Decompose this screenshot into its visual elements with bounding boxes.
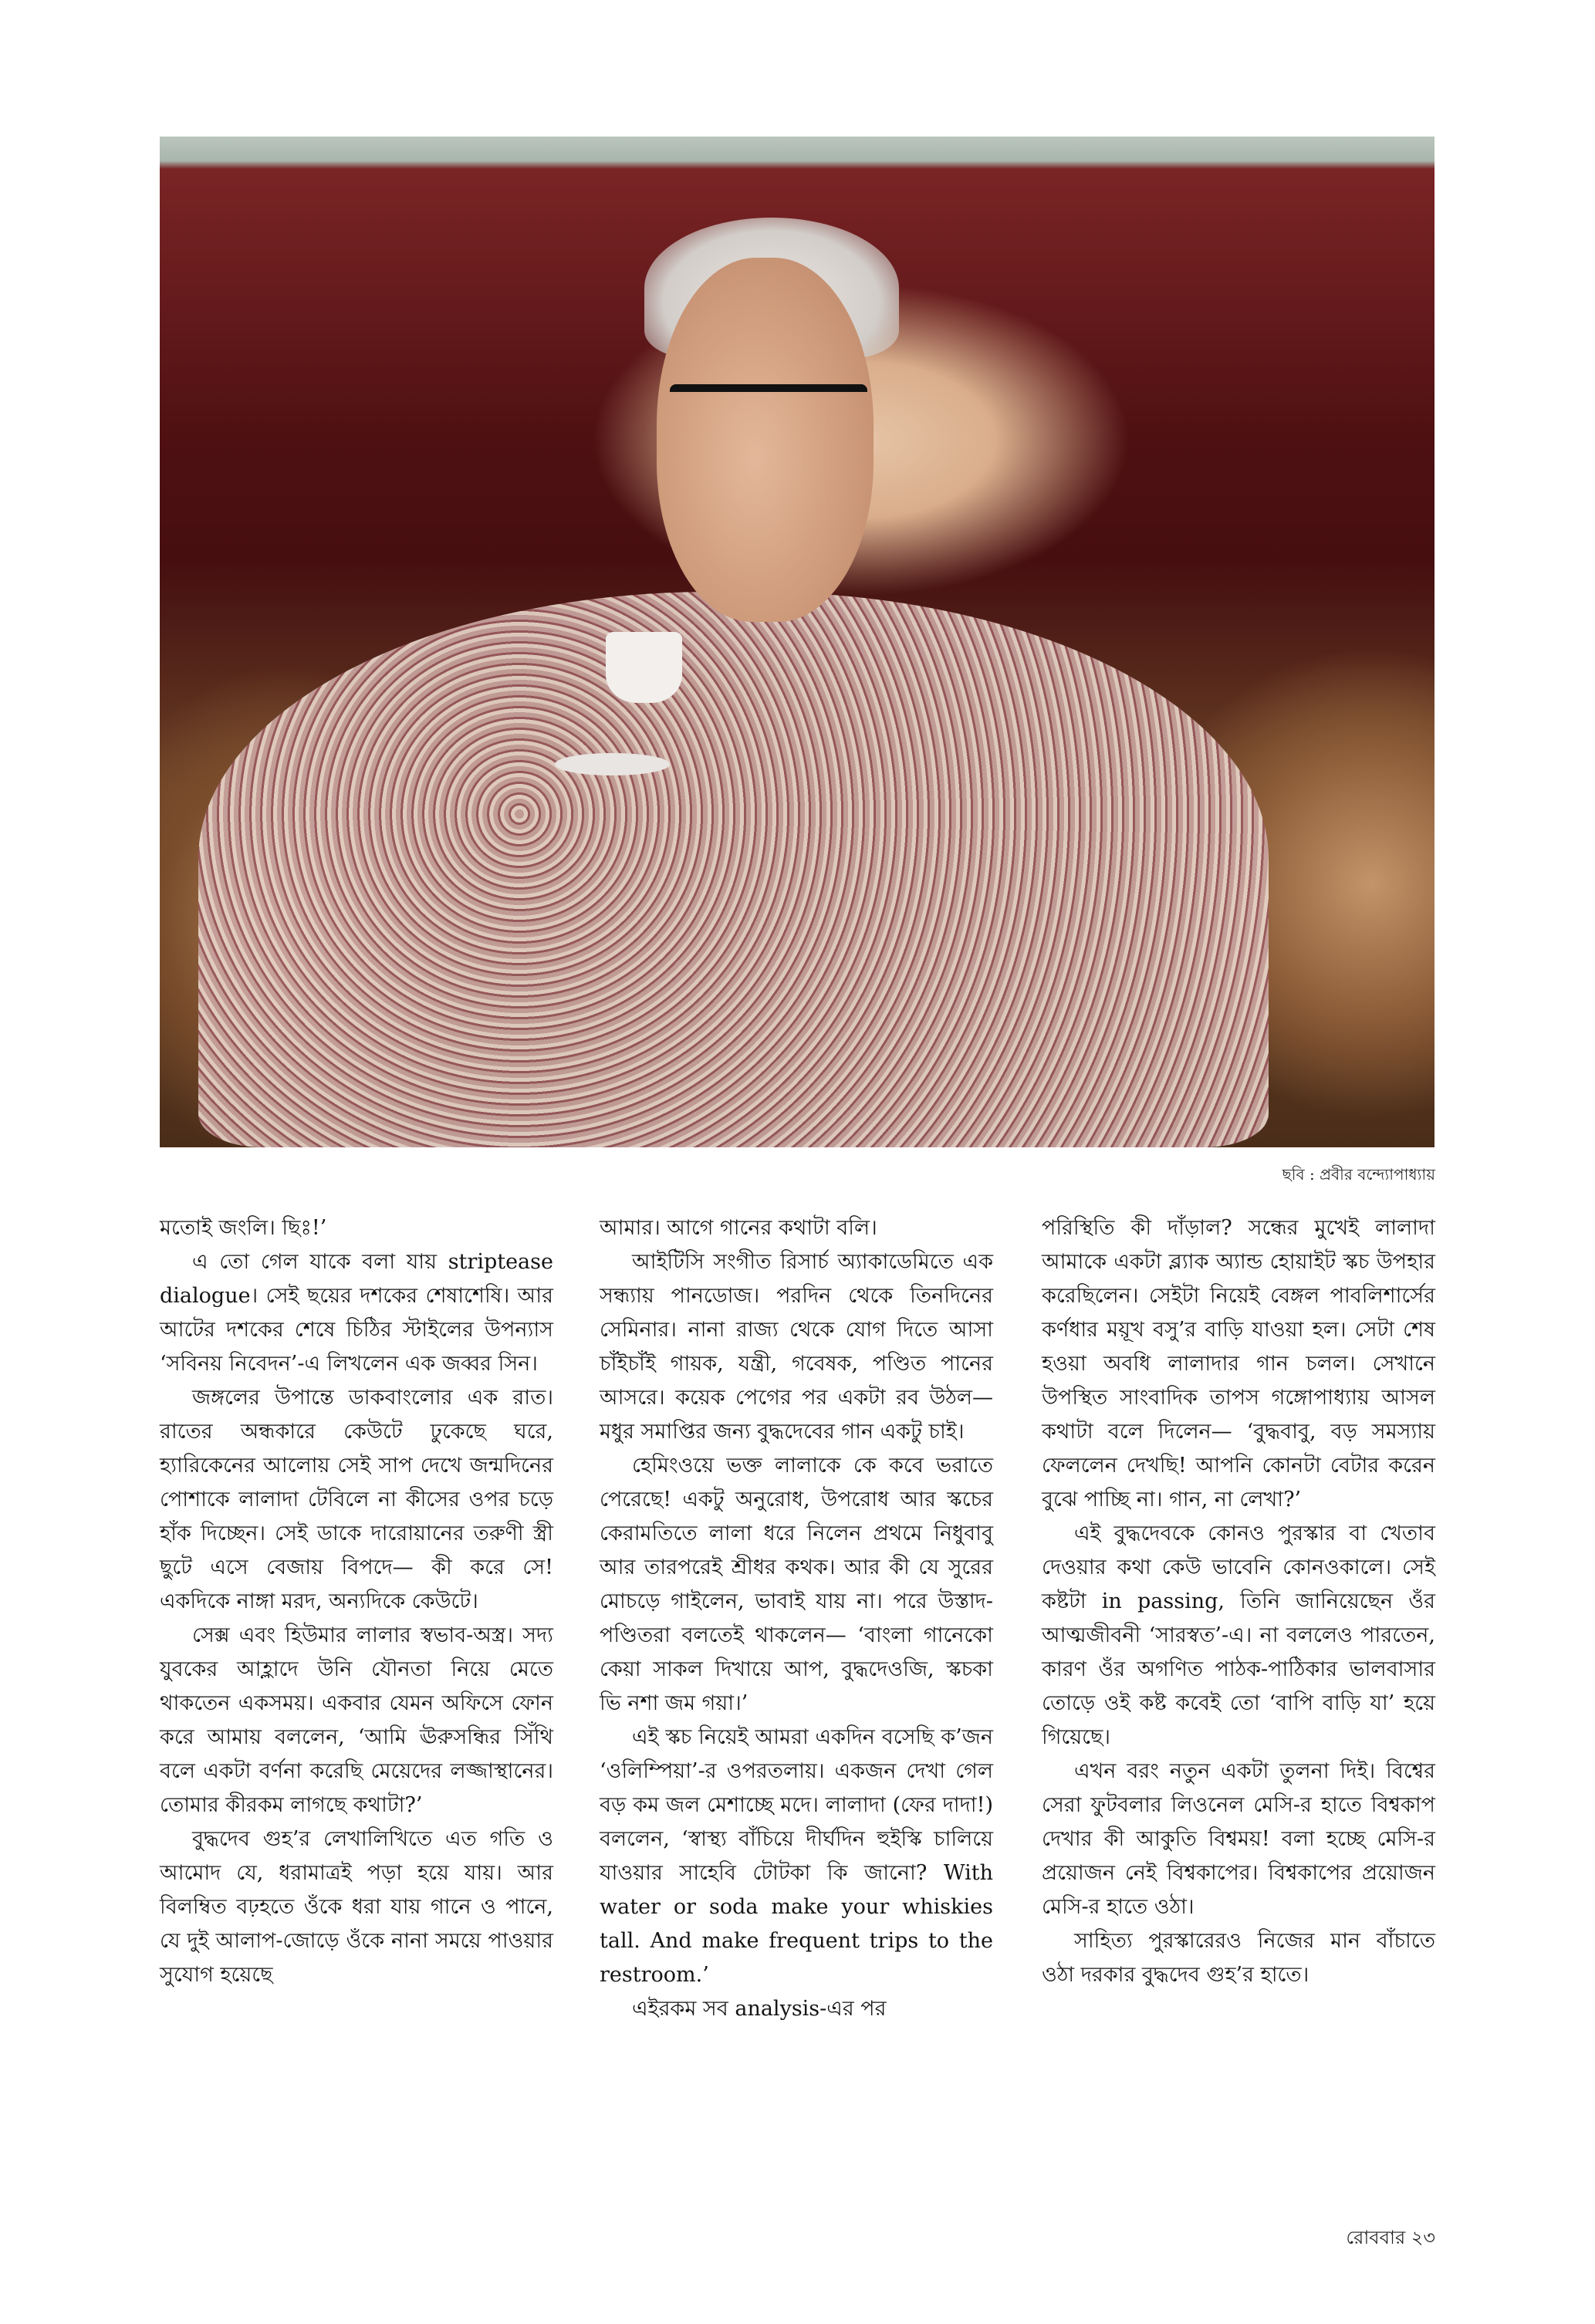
teacup-shape [606,632,682,703]
paragraph: জঙ্গলের উপান্তে ডাকবাংলোর এক রাত। রাতের অন্ধকারে কেউটে ঢুকেছে ঘরে, হ্যারিকেনের আলোয় সেই সাপ দেখে জন্মদিনের পোশাকে লালাদা টেবিলে না কীসের ওপর চড়ে হাঁক দিচ্ছেন। সেই ডাকে দারোয়ানের তরুণী স্ত্রী ছুটে এসে বেজায় বিপদে— কী করে সে! একদিকে নাঙ্গা মরদ, অন্যদিকে কেউটে। [160,1386,553,1613]
page-folio: রোববার ২৩ [1346,2227,1435,2248]
paragraph: সাহিত্য পুরস্কারেরও নিজের মান বাঁচাতে ওঠা দরকার বুদ্ধদেব গুহ’র হাতে। [1042,1929,1435,1987]
paragraph: আমার। আগে গানের কথাটা বলি। [600,1216,877,1240]
photo-credit: ছবি : প্রবীর বন্দ্যোপাধ্যায় [1282,1165,1435,1184]
text-column-2 [600,1211,993,2026]
text-column-3 [1042,1211,1435,1992]
paragraph: এ তো গেল যাকে বলা যায় striptease dialogue। সেই ছয়ের দশকের শেষাশেষি। আর আটের দশকের শেষে চিঠির স্টাইলের উপন্যাস ‘সবিনয় নিবেদন’-এ লিখলেন এক জব্বর সিন। [160,1250,553,1376]
paragraph: এইরকম সব analysis-এর পর [632,1997,887,2021]
paragraph: আইটিসি সংগীত রিসার্চ অ্যাকাডেমিতে এক সন্ধ্যায় পানডোজ। পরদিন থেকে তিনদিনের সেমিনার। নানা রাজ্য থেকে যোগ দিতে আসা চাঁইচাঁই গায়ক, যন্ত্রী, গবেষক, পণ্ডিত পানের আসরে। কয়েক পেগের পর একটা রব উঠল— মধুর সমাপ্তির জন্য বুদ্ধদেবের গান একটু চাই। [600,1250,993,1444]
paragraph: সেক্স এবং হিউমার লালার স্বভাব-অস্ত্র। সদ্য যুবকের আহ্লাদে উনি যৌনতা নিয়ে মেতে থাকতেন একসময়। একবার যেমন অফিসে ফোন করে আমায় বললেন, ‘আমি ঊরুসন্ধির সিঁথি বলে একটা বর্ণনা করেছি মেয়েদের লজ্জাস্থানের। তোমার কীরকম লাগছে কথাটা?’ [160,1623,553,1817]
paragraph: এখন বরং নতুন একটা তুলনা দিই। বিশ্বের সেরা ফুটবলার লিওনেল মেসি-র হাতে বিশ্বকাপ দেখার কী আকুতি বিশ্বময়! বলা হচ্ছে মেসি-র প্রয়োজন নেই বিশ্বকাপের। বিশ্বকাপের প্রয়োজন মেসি-র হাতে ওঠা। [1042,1759,1435,1919]
glasses-shape [670,384,867,443]
paragraph: এই স্কচ নিয়েই আমরা একদিন বসেছি ক’জন ‘ওলিম্পিয়া’-র ওপরতলায়। একজন দেখা গেল বড় কম জল মেশাচ্ছে মদে। লালাদা (ফের দাদা!) বললেন, ‘স্বাস্থ্য বাঁচিয়ে দীর্ঘদিন হুইস্কি চালিয়ে যাওয়ার সাহেবি টোটকা কি জানো? With water or soda make your whiskies tall. And make frequent trips to the restroom.’ [600,1725,993,1987]
paragraph: হেমিংওয়ে ভক্ত লালাকে কে কবে ভরাতে পেরেছে! একটু অনুরোধ, উপরোধ আর স্কচের কেরামতিতে লালা ধরে নিলেন প্রথমে নিধুবাবু আর তারপরেই শ্রীধর কথক। আর কী যে সুরের মোচড়ে গাইলেন, ভাবাই যায় না। পরে উস্তাদ-পণ্ডিতরা বলতেই থাকলেন— ‘বাংলা গানেকো কেয়া সাকল দিখায়ে আপ, বুদ্ধদেওজি, স্কচকা ভি নশা জম গয়া।’ [600,1454,993,1715]
paragraph: মতোই জংলি। ছিঃ!’ [160,1216,327,1240]
text-column-1 [160,1211,553,1992]
paragraph: এই বুদ্ধদেবকে কোনও পুরস্কার বা খেতাব দেওয়ার কথা কেউ ভাবেনি কোনওকালে। সেই কষ্টটা in passing, তিনি জানিয়েছেন ওঁর আত্মজীবনী ‘সারস্বত’-এ। না বললেও পারতেন, কারণ ওঁর অগণিত পাঠক-পাঠিকার ভালবাসার তোড়ে ওই কষ্ট কবেই তো ‘বাপি বাড়ি যা’ হয়ে গিয়েছে। [1042,1522,1435,1749]
paragraph: বুদ্ধদেব গুহ’র লেখালিখিতে এত গতি ও আমোদ যে, ধরামাত্রই পড়া হয়ে যায়। আর বিলম্বিত বঢ়হতে ওঁকে ধরা যায় গানে ও পানে, যে দুই আলাপ-জোড়ে ওঁকে নানা সময়ে পাওয়ার সুযোগ হয়েছে [160,1827,553,1987]
saucer-shape [555,753,670,775]
portrait-photo [160,137,1434,1147]
shawl-shape [198,592,1269,1148]
paragraph: পরিস্থিতি কী দাঁড়াল? সন্ধের মুখেই লালাদা আমাকে একটা ব্ল্যাক অ্যান্ড হোয়াইট স্কচ উপহার করেছিলেন। সেইটা নিয়েই বেঙ্গল পাবলিশার্সের কর্ণধার ময়ূখ বসু’র বাড়ি যাওয়া হল। সেটা শেষ হওয়া অবধি লালাদার গান চলল। সেখানে উপস্থিত সাংবাদিক তাপস গঙ্গোপাধ্যায় আসল কথাটা বলে দিলেন— ‘বুদ্ধবাবু, বড় সমস্যায় ফেললেন দেখছি! আপনি কোনটা বেটার করেন বুঝে পাচ্ছি না। গান, না লেখা?’ [1042,1216,1435,1512]
